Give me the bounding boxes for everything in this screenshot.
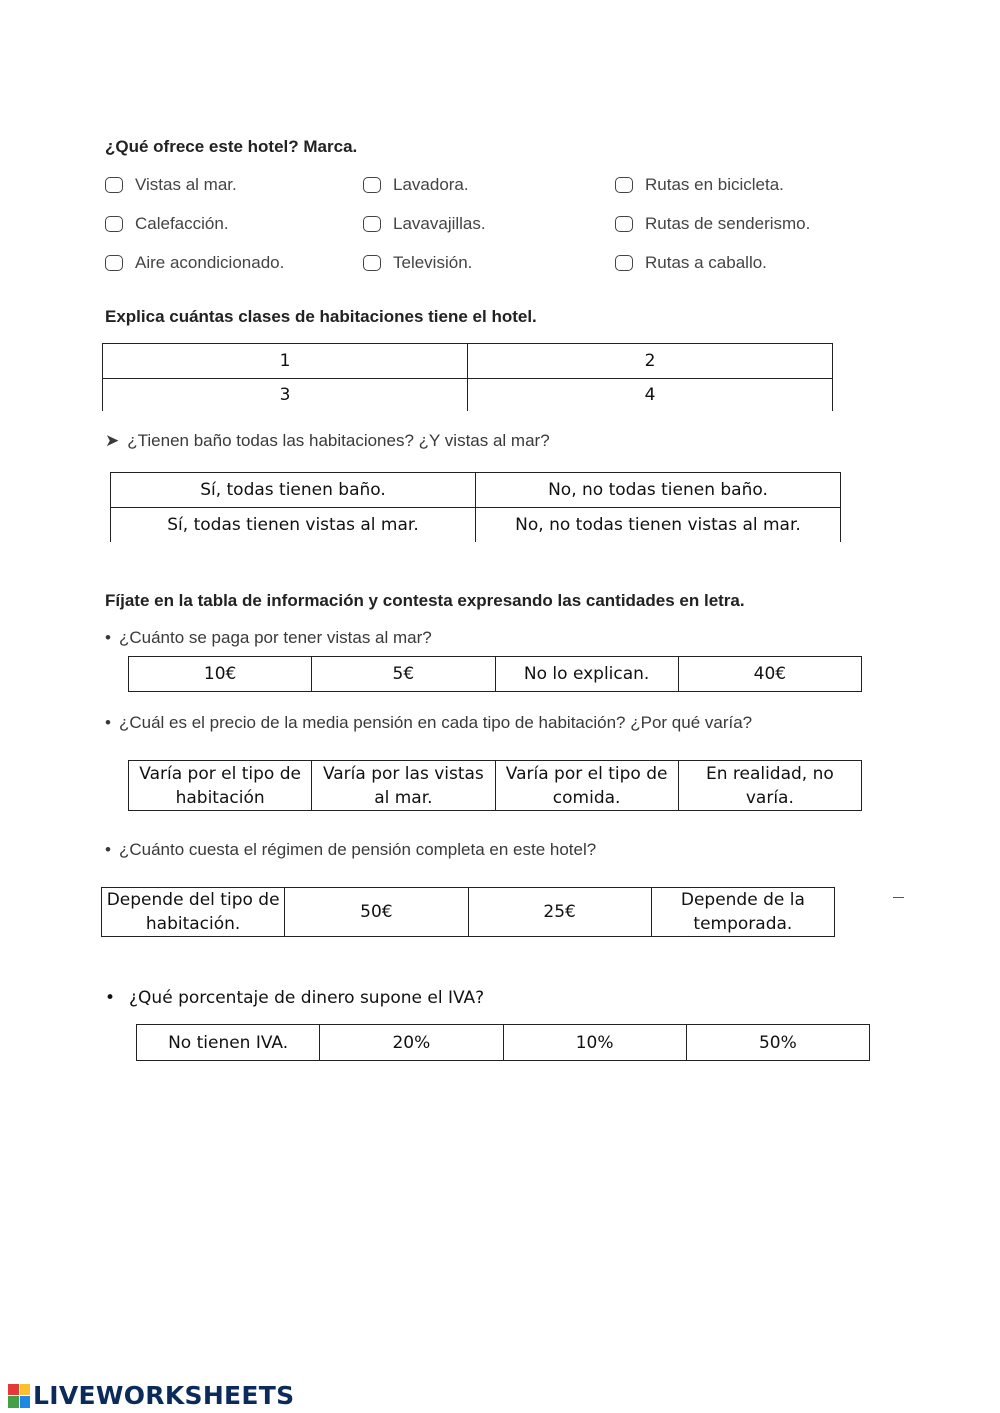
option-label: Vistas al mar. bbox=[135, 175, 237, 194]
section-heading-info-table: Fíjate en la tabla de información y contesta expresando las cantidades en letra. bbox=[105, 591, 745, 610]
question-sea-view-price bbox=[105, 628, 432, 648]
vat-table bbox=[136, 1024, 870, 1061]
answer-cell[interactable]: Sí, todas tienen vistas al mar. bbox=[111, 508, 476, 542]
answer-cell[interactable]: Depende de la temporada. bbox=[651, 888, 834, 937]
checkbox-option[interactable] bbox=[105, 175, 237, 195]
checkbox-icon[interactable] bbox=[105, 255, 123, 271]
checkbox-option[interactable] bbox=[363, 253, 472, 273]
checkbox-option[interactable] bbox=[105, 214, 229, 234]
checkbox-icon[interactable] bbox=[615, 255, 633, 271]
checkbox-option[interactable] bbox=[363, 175, 469, 195]
checkbox-icon[interactable] bbox=[105, 216, 123, 232]
stray-dash-mark bbox=[893, 897, 904, 898]
answer-cell[interactable]: No lo explican. bbox=[495, 657, 678, 692]
answer-cell[interactable]: Varía por las vistas al mar. bbox=[312, 761, 495, 811]
question-vat bbox=[105, 988, 484, 1008]
rooms-table bbox=[102, 343, 833, 411]
section-heading-rooms: Explica cuántas clases de habitaciones tiene el hotel. bbox=[105, 307, 537, 326]
bullet-icon: • bbox=[105, 840, 111, 859]
liveworksheets-logo[interactable] bbox=[8, 1381, 294, 1410]
answer-cell[interactable]: 50% bbox=[686, 1025, 869, 1061]
arrow-bullet-icon: ➤ bbox=[105, 431, 120, 450]
question-bath-views bbox=[105, 431, 550, 451]
question-full-board bbox=[105, 840, 596, 860]
bullet-icon: • bbox=[105, 713, 111, 732]
checkbox-option[interactable] bbox=[363, 214, 486, 234]
bullet-icon: • bbox=[105, 628, 111, 647]
question-text: ¿Tienen baño todas las habitaciones? ¿Y vistas al mar? bbox=[127, 431, 550, 450]
answer-cell[interactable]: 2 bbox=[468, 344, 833, 379]
option-label: Lavavajillas. bbox=[393, 214, 486, 233]
question-text: ¿Qué porcentaje de dinero supone el IVA? bbox=[129, 988, 485, 1008]
sea-view-price-table bbox=[128, 656, 862, 692]
answer-cell[interactable]: 40€ bbox=[678, 657, 861, 692]
answer-cell[interactable]: No, no todas tienen vistas al mar. bbox=[476, 508, 841, 542]
bullet-icon: • bbox=[105, 988, 116, 1008]
option-label: Calefacción. bbox=[135, 214, 229, 233]
checkbox-icon[interactable] bbox=[615, 177, 633, 193]
bath-views-table bbox=[110, 472, 841, 542]
answer-cell[interactable]: 4 bbox=[468, 379, 833, 411]
option-label: Televisión. bbox=[393, 253, 473, 272]
answer-cell[interactable]: 1 bbox=[103, 344, 468, 379]
answer-cell[interactable]: Depende del tipo de habitación. bbox=[102, 888, 285, 937]
question-text: ¿Cuánto se paga por tener vistas al mar? bbox=[118, 628, 432, 647]
logo-mark-icon bbox=[8, 1384, 30, 1408]
answer-cell[interactable]: 10% bbox=[503, 1025, 686, 1061]
checkbox-option[interactable] bbox=[615, 175, 784, 195]
answer-cell[interactable]: 20% bbox=[320, 1025, 503, 1061]
option-label: Aire acondicionado. bbox=[135, 253, 285, 272]
option-label: Rutas a caballo. bbox=[645, 253, 767, 272]
answer-cell[interactable]: 10€ bbox=[129, 657, 312, 692]
checkbox-option[interactable] bbox=[615, 253, 767, 273]
answer-cell[interactable]: 25€ bbox=[468, 888, 651, 937]
answer-cell[interactable]: Sí, todas tienen baño. bbox=[111, 473, 476, 508]
checkbox-option[interactable] bbox=[105, 253, 284, 273]
answer-cell[interactable]: 5€ bbox=[312, 657, 495, 692]
full-board-table bbox=[101, 887, 835, 937]
checkbox-icon[interactable] bbox=[363, 216, 381, 232]
checkbox-icon[interactable] bbox=[615, 216, 633, 232]
checkbox-icon[interactable] bbox=[105, 177, 123, 193]
half-board-table bbox=[128, 760, 862, 811]
logo-text: LIVEWORKSHEETS bbox=[33, 1381, 295, 1410]
question-text: ¿Cuánto cuesta el régimen de pensión completa en este hotel? bbox=[118, 840, 597, 859]
answer-cell[interactable]: 50€ bbox=[285, 888, 468, 937]
answer-cell[interactable]: 3 bbox=[103, 379, 468, 411]
checkbox-icon[interactable] bbox=[363, 255, 381, 271]
question-text: ¿Cuál es el precio de la media pensión en cada tipo de habitación? ¿Por qué varía? bbox=[118, 713, 753, 732]
answer-cell[interactable]: Varía por el tipo de habitación bbox=[129, 761, 312, 811]
checkbox-option[interactable] bbox=[615, 214, 810, 234]
question-half-board bbox=[105, 713, 752, 733]
answer-cell[interactable]: No tienen IVA. bbox=[137, 1025, 320, 1061]
option-label: Rutas en bicicleta. bbox=[645, 175, 784, 194]
answer-cell[interactable]: Varía por el tipo de comida. bbox=[495, 761, 678, 811]
checkbox-icon[interactable] bbox=[363, 177, 381, 193]
section-heading-offers: ¿Qué ofrece este hotel? Marca. bbox=[105, 137, 358, 156]
option-label: Rutas de senderismo. bbox=[645, 214, 811, 233]
answer-cell[interactable]: En realidad, no varía. bbox=[678, 761, 861, 811]
answer-cell[interactable]: No, no todas tienen baño. bbox=[476, 473, 841, 508]
option-label: Lavadora. bbox=[393, 175, 469, 194]
